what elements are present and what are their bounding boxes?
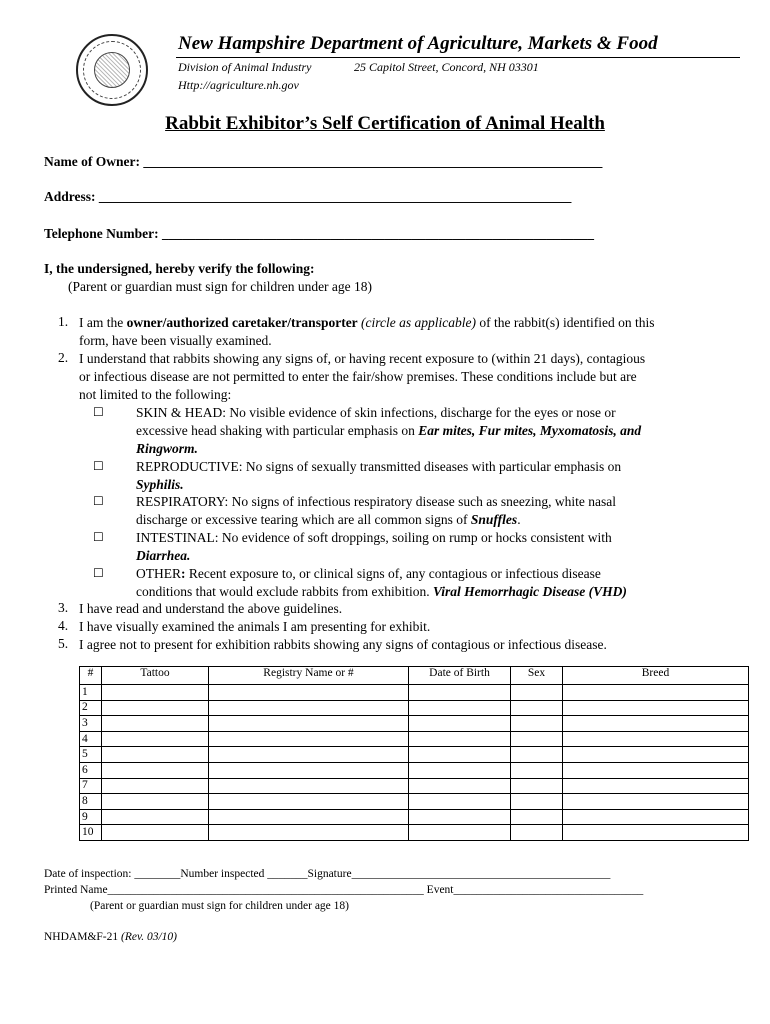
table-row — [80, 778, 749, 794]
table-cell[interactable] — [409, 762, 511, 778]
condition-intestinal-line-1: INTESTINAL: No evidence of soft droppings, soiling on rump or hocks consistent with — [136, 530, 612, 545]
row-number: 2 — [80, 700, 102, 716]
header-breed: Breed — [563, 667, 749, 685]
guardian-note: (Parent or guardian must sign for children under age 18) — [68, 279, 373, 294]
table-row — [80, 700, 749, 716]
item-number: 1. — [58, 314, 69, 329]
table-cell[interactable] — [511, 825, 563, 841]
condition-other-line-2: conditions that would exclude rabbits from exhibition. Viral Hemorrhagic Disease (VHD) — [136, 584, 627, 599]
table-cell[interactable] — [209, 700, 409, 716]
table-cell[interactable] — [511, 809, 563, 825]
table-cell[interactable] — [511, 731, 563, 747]
condition-reproductive-line-2: Syphilis. — [136, 477, 184, 492]
item-3: I have read and understand the above guidelines. — [79, 601, 343, 616]
table-row — [80, 794, 749, 810]
item-1-line-1: I am the owner/authorized caretaker/transporter (circle as applicable) of the rabbit(s) identified on this — [79, 315, 655, 330]
row-number: 5 — [80, 747, 102, 763]
form-identifier: NHDAM&F-21 (Rev. 03/10) — [44, 931, 177, 943]
document-title: Rabbit Exhibitor’s Self Certification of Animal Health — [165, 113, 605, 134]
table-cell[interactable] — [511, 716, 563, 732]
table-cell[interactable] — [563, 825, 749, 841]
table-cell[interactable] — [409, 794, 511, 810]
table-cell[interactable] — [209, 809, 409, 825]
table-row — [80, 762, 749, 778]
row-number: 4 — [80, 731, 102, 747]
condition-respiratory-line-1: RESPIRATORY: No signs of infectious respiratory disease such as sneezing, white nasal — [136, 494, 616, 509]
table-row — [80, 809, 749, 825]
condition-other-line-1: OTHER: Recent exposure to, or clinical signs of, any contagious or infectious disease — [136, 566, 601, 581]
table-cell[interactable] — [209, 731, 409, 747]
table-cell[interactable] — [209, 762, 409, 778]
printed-name-event-line[interactable]: Printed Name_______________________________________________________ Event_________________________________ — [44, 884, 644, 896]
table-cell[interactable] — [209, 685, 409, 701]
header-sex: Sex — [511, 667, 563, 685]
table-cell[interactable] — [511, 778, 563, 794]
table-row — [80, 731, 749, 747]
row-number: 1 — [80, 685, 102, 701]
table-row — [80, 747, 749, 763]
table-cell[interactable] — [563, 685, 749, 701]
address-field[interactable]: Address: ______________________________________________________________________ — [44, 189, 572, 204]
condition-skin-line-1: SKIN & HEAD: No visible evidence of skin infections, discharge for the eyes or nose or — [136, 405, 616, 420]
table-cell[interactable] — [209, 716, 409, 732]
table-cell[interactable] — [563, 731, 749, 747]
item-1-line-2: form, have been visually examined. — [79, 333, 272, 348]
checkbox-skin-head[interactable]: ☐ — [93, 405, 104, 419]
table-row — [80, 685, 749, 701]
item-number: 3. — [58, 600, 69, 615]
owner-name-field[interactable]: Name of Owner: ____________________________________________________________________ — [44, 154, 603, 169]
table-cell[interactable] — [409, 685, 511, 701]
table-cell[interactable] — [102, 716, 209, 732]
table-cell[interactable] — [409, 778, 511, 794]
table-cell[interactable] — [511, 700, 563, 716]
row-number: 7 — [80, 778, 102, 794]
condition-intestinal-line-2: Diarrhea. — [136, 548, 191, 563]
table-cell[interactable] — [563, 716, 749, 732]
table-cell[interactable] — [409, 825, 511, 841]
row-number: 10 — [80, 825, 102, 841]
table-cell[interactable] — [102, 747, 209, 763]
table-cell[interactable] — [563, 778, 749, 794]
table-cell[interactable] — [409, 809, 511, 825]
item-number: 5. — [58, 636, 69, 651]
table-cell[interactable] — [563, 809, 749, 825]
table-cell[interactable] — [102, 762, 209, 778]
table-cell[interactable] — [102, 794, 209, 810]
condition-skin-line-2: excessive head shaking with particular emphasis on Ear mites, Fur mites, Myxomatosis, and — [136, 423, 642, 438]
table-cell[interactable] — [511, 747, 563, 763]
table-cell[interactable] — [511, 762, 563, 778]
header-registry: Registry Name or # — [209, 667, 409, 685]
telephone-field[interactable]: Telephone Number: ________________________________________________________________ — [44, 226, 595, 241]
item-4: I have visually examined the animals I am presenting for exhibit. — [79, 619, 431, 634]
table-cell[interactable] — [511, 685, 563, 701]
table-cell[interactable] — [563, 794, 749, 810]
division-name: Division of Animal Industry — [178, 60, 312, 74]
table-header-row — [80, 667, 749, 685]
table-cell[interactable] — [409, 747, 511, 763]
footer-guardian-note: (Parent or guardian must sign for children under age 18) — [90, 900, 349, 912]
table-cell[interactable] — [563, 762, 749, 778]
header-number: # — [80, 667, 102, 685]
item-2-line-1: I understand that rabbits showing any signs of, or having recent exposure to (within 21 days), contagious — [79, 351, 646, 366]
item-number: 2. — [58, 350, 69, 365]
agency-address: 25 Capitol Street, Concord, NH 03301 — [354, 60, 539, 74]
item-2-line-3: not limited to the following: — [79, 387, 232, 402]
checkbox-other[interactable]: ☐ — [93, 566, 104, 580]
condition-skin-line-3: Ringworm. — [136, 441, 198, 456]
table-cell[interactable] — [102, 825, 209, 841]
table-cell[interactable] — [409, 716, 511, 732]
table-cell[interactable] — [209, 794, 409, 810]
table-cell[interactable] — [102, 809, 209, 825]
verify-heading: I, the undersigned, hereby verify the following: — [44, 261, 315, 276]
header-dob: Date of Birth — [409, 667, 511, 685]
table-cell[interactable] — [511, 794, 563, 810]
table-cell[interactable] — [209, 778, 409, 794]
row-number: 6 — [80, 762, 102, 778]
agency-website[interactable]: Http://agriculture.nh.gov — [178, 78, 299, 92]
row-number: 3 — [80, 716, 102, 732]
row-number: 8 — [80, 794, 102, 810]
table-cell[interactable] — [102, 778, 209, 794]
item-5: I agree not to present for exhibition rabbits showing any signs of contagious or infectious disease. — [79, 637, 607, 652]
table-cell[interactable] — [563, 747, 749, 763]
table-cell[interactable] — [209, 825, 409, 841]
checkbox-intestinal[interactable]: ☐ — [93, 530, 104, 544]
header-divider — [176, 57, 740, 58]
header-tattoo: Tattoo — [102, 667, 209, 685]
inspection-signature-line[interactable]: Date of inspection: ________Number inspected _______Signature_____________________________________________ — [44, 868, 611, 880]
table-row — [80, 716, 749, 732]
table-cell[interactable] — [409, 700, 511, 716]
state-seal-icon — [76, 34, 148, 106]
table-cell[interactable] — [209, 747, 409, 763]
table-cell[interactable] — [409, 731, 511, 747]
condition-reproductive-line-1: REPRODUCTIVE: No signs of sexually transmitted diseases with particular emphasis on — [136, 459, 622, 474]
agency-name: New Hampshire Department of Agriculture, Markets & Food — [178, 33, 658, 54]
table-row — [80, 825, 749, 841]
table-cell[interactable] — [563, 700, 749, 716]
item-2-line-2: or infectious disease are not permitted to enter the fair/show premises. These conditions include but are — [79, 369, 637, 384]
table-cell[interactable] — [102, 731, 209, 747]
checkbox-reproductive[interactable]: ☐ — [93, 459, 104, 473]
condition-respiratory-line-2: discharge or excessive tearing which are all common signs of Snuffles. — [136, 512, 521, 527]
table-cell[interactable] — [102, 685, 209, 701]
table-cell[interactable] — [102, 700, 209, 716]
rabbit-registry-table — [79, 666, 749, 841]
item-number: 4. — [58, 618, 69, 633]
row-number: 9 — [80, 809, 102, 825]
checkbox-respiratory[interactable]: ☐ — [93, 494, 104, 508]
